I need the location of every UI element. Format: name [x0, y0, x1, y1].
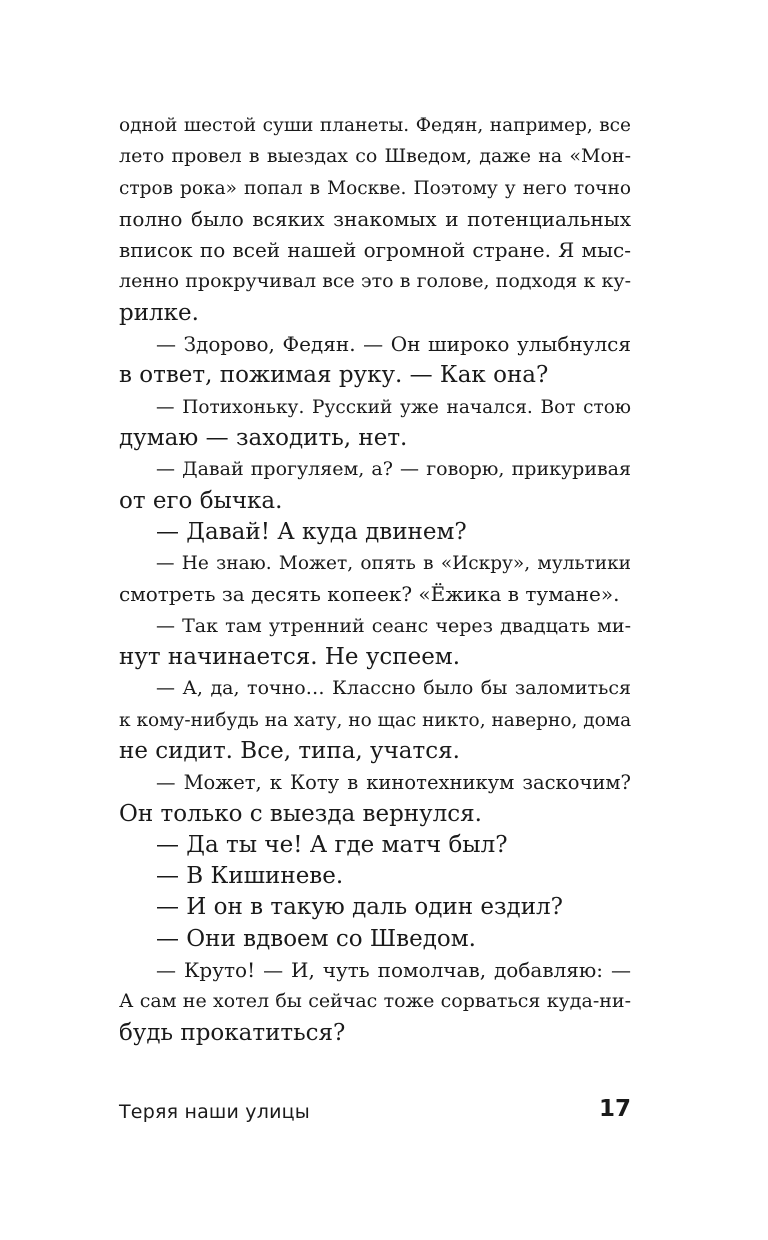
text-line: не сидит. Все, типа, учатся. — [119, 737, 460, 764]
text-line: в ответ, пожимая руку. — Как она? — [119, 362, 549, 389]
text-line: полно было всяких знакомых и потенциальных — [119, 206, 631, 231]
text-line: будь прокатиться? — [119, 1019, 346, 1046]
text-line: — Давай! А куда двинем? — [156, 518, 467, 545]
text-line: — Здорово, Федян. — Он широко улыбнулся — [156, 332, 631, 357]
text-line: к кому-нибудь на хату, но щас никто, наверно, дома — [119, 709, 632, 731]
page-footer — [119, 1093, 631, 1133]
text-line: рилке. — [119, 299, 199, 326]
text-line: думаю — заходить, нет. — [119, 424, 408, 451]
text-line: вписок по всей нашей огромной стране. Я мыс- — [119, 238, 631, 263]
text-line: А сам не хотел бы сейчас тоже сорваться куда-ни- — [119, 990, 631, 1013]
text-line: — Потихоньку. Русский уже начался. Вот стою — [156, 396, 631, 418]
text-line: — Не знаю. Может, опять в «Искру», мультики — [156, 553, 631, 575]
text-line: лето провел в выездах со Шведом, даже на «Мон- — [119, 145, 631, 168]
text-line: ленно прокручивал все это в голове, подходя к ку- — [119, 270, 631, 293]
text-line: нут начинается. Не успеем. — [119, 644, 461, 671]
running-title: Теряя наши улицы — [119, 1101, 310, 1123]
text-line: — Они вдвоем со Шведом. — [156, 925, 476, 952]
text-line: — Давай прогуляем, а? — говорю, прикуривая — [156, 458, 631, 481]
text-line: — Да ты че! А где матч был? — [156, 831, 508, 858]
text-line: — И он в такую даль один ездил? — [156, 894, 563, 921]
text-line: смотреть за десять копеек? «Ёжика в тумане». — [119, 582, 620, 607]
text-line: Он только с выезда вернулся. — [119, 800, 482, 827]
text-line: — Может, к Коту в кинотехникум заскочим? — [156, 771, 631, 795]
page-number: 17 — [598, 1096, 631, 1122]
text-line: одной шестой суши планеты. Федян, например, все — [119, 115, 631, 136]
text-line: стров рока» попал в Москве. Поэтому у него точно — [119, 177, 631, 199]
text-line: — Круто! — И, чуть помолчав, добавляю: — — [156, 958, 631, 983]
text-line: от его бычка. — [119, 487, 283, 514]
body-text — [119, 110, 631, 1049]
text-line: — В Кишиневе. — [156, 863, 344, 890]
text-line: — А, да, точно… Классно было бы заломиться — [156, 677, 631, 700]
text-line: — Так там утренний сеанс через двадцать ми- — [156, 614, 631, 637]
